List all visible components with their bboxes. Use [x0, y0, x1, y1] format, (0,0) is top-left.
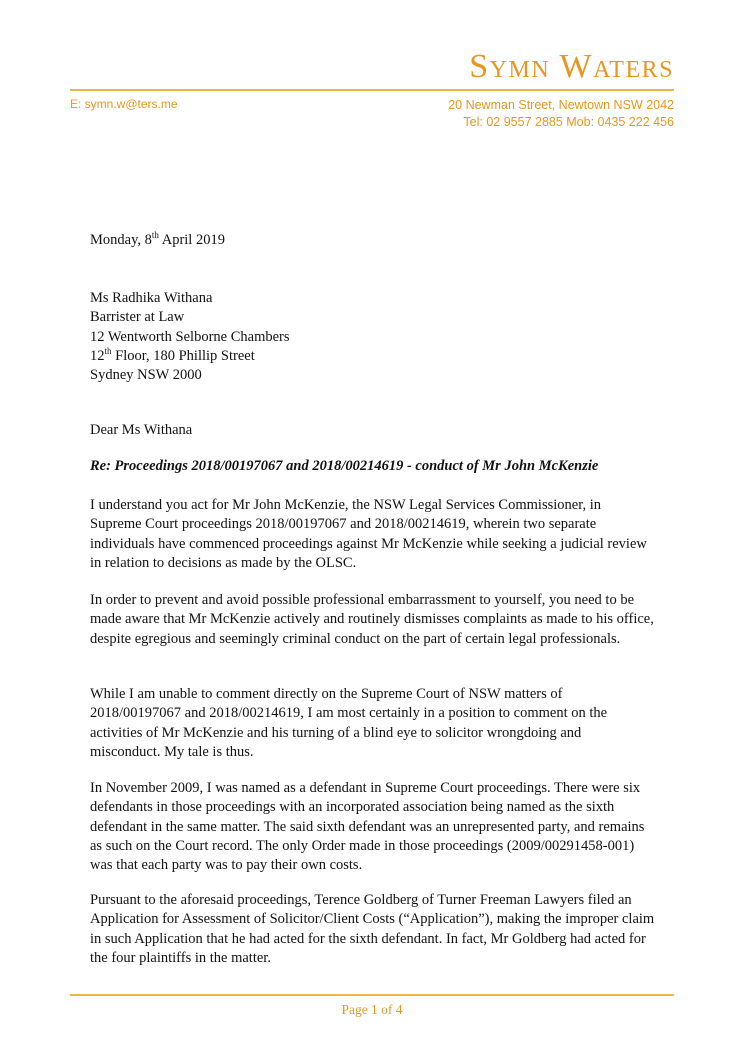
recipient-city: Sydney NSW 2000: [90, 367, 202, 384]
subject-line: Re: Proceedings 2018/00197067 and 2018/00214619 - conduct of Mr John McKenzie: [90, 458, 599, 474]
footer-divider: [70, 994, 674, 996]
header-phone: Tel: 02 9557 2885 Mob: 0435 222 456: [463, 115, 674, 129]
page-number: Page 1 of 4: [341, 1002, 403, 1017]
header-email: E: symn.w@ters.me: [70, 97, 178, 111]
header-divider: [70, 89, 674, 91]
body-paragraph-1: I understand you act for Mr John McKenzie, the NSW Legal Services Commissioner, in Supreme Court proceedings 2018/00197067 and 2018/00214619, wherein two separate individuals have commenced proceedings against Mr McKenzie while seeking a judicial review in relation to decisions as made by the OLSC.: [90, 497, 647, 571]
floor-street: Floor, 180 Phillip Street: [111, 347, 255, 364]
company-logo: Symn Waters: [469, 48, 674, 85]
body-paragraph-2: In order to prevent and avoid possible professional embarrassment to yourself, you need to be made aware that Mr McKenzie actively and routinely dismisses complaints as made to his office, despite egregious and seemingly criminal conduct on the part of certain legal professionals.: [90, 592, 654, 647]
body-paragraph-4: In November 2009, I was named as a defendant in Supreme Court proceedings. There were six defendants in those proceedings with an incorporated association being named as the sixth defendant in the same matter. The said sixth defendant was an unrepresented party, and remains as such on the Court record. The only Order made in those proceedings (2009/00291458-001) was that each party was to pay their own costs.: [90, 780, 645, 874]
header-address: 20 Newman Street, Newtown NSW 2042: [448, 98, 674, 112]
date-day: Monday, 8: [90, 232, 152, 248]
recipient-floor: [90, 347, 290, 366]
letter-date: [90, 232, 225, 249]
floor-ordinal: th: [104, 346, 112, 357]
recipient-name: Ms Radhika Withana: [90, 290, 213, 306]
floor-number: 12: [90, 347, 105, 364]
recipient-block: [90, 289, 290, 385]
salutation: Dear Ms Withana: [90, 422, 193, 438]
date-month-year: April 2019: [158, 232, 225, 248]
body-paragraph-3: While I am unable to comment directly on the Supreme Court of NSW matters of 2018/00197067 and 2018/00214619, I am most certainly in a position to comment on the activities of Mr McKenzie and his turning of a blind eye to solicitor wrongdoing and misconduct. My tale is thus.: [90, 686, 608, 760]
recipient-title: Barrister at Law: [90, 309, 185, 326]
date-ordinal: th: [151, 230, 159, 241]
header-contact: [448, 97, 674, 131]
body-paragraph-5: Pursuant to the aforesaid proceedings, Terence Goldberg of Turner Freeman Lawyers filed an Application for Assessment of Solicitor/Client Costs (“Application”), making the improper claim in such Application that he had acted for the sixth defendant. In fact, Mr Goldberg had acted for the four plaintiffs in the matter.: [90, 892, 655, 966]
recipient-chambers: 12 Wentworth Selborne Chambers: [90, 328, 290, 345]
